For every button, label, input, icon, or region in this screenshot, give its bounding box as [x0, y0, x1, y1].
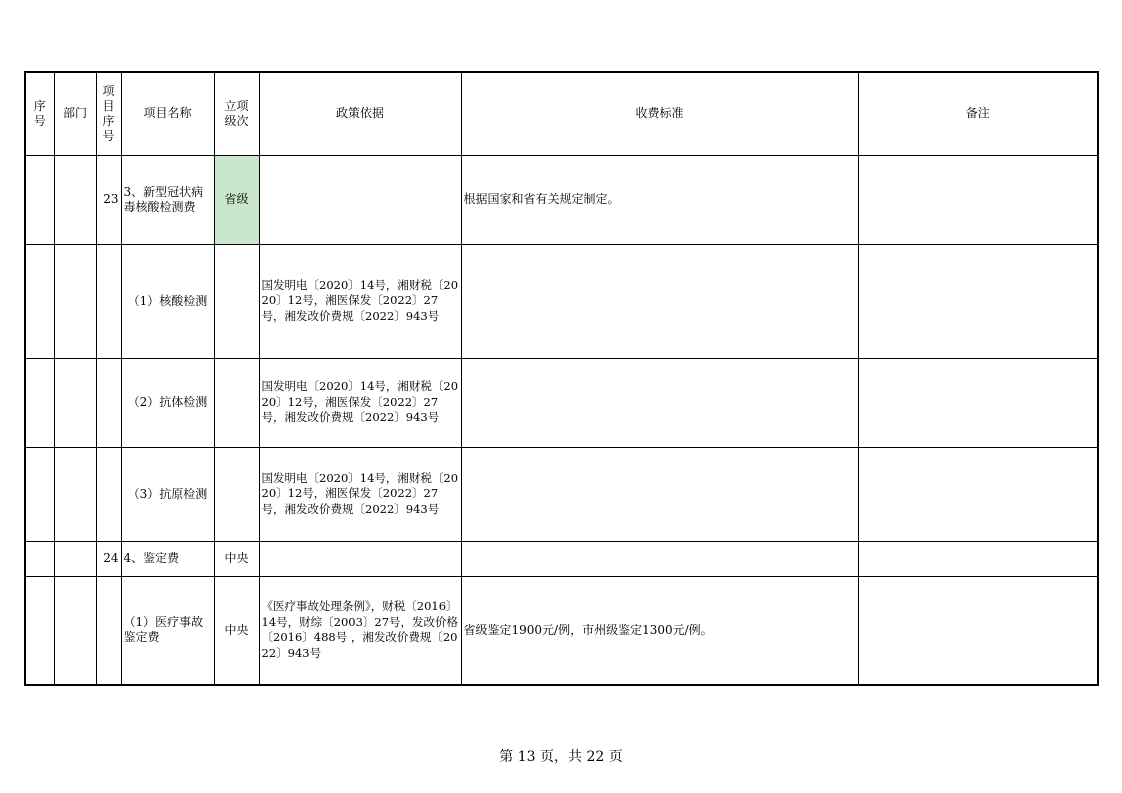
header-standard: 收费标准 [461, 72, 858, 155]
cell-item-no: 23 [96, 155, 121, 244]
cell-remark [858, 155, 1098, 244]
cell-seq [25, 447, 54, 541]
cell-standard [461, 447, 858, 541]
table-row [25, 358, 1098, 447]
table-row [25, 155, 1098, 244]
cell-policy: 国发明电〔2020〕14号，湘财税〔2020〕12号，湘医保发〔2022〕27号，湘发改价费规〔2022〕943号 [259, 244, 461, 358]
cell-seq [25, 541, 54, 576]
cell-seq [25, 244, 54, 358]
cell-item-no [96, 358, 121, 447]
cell-remark [858, 358, 1098, 447]
cell-level [214, 244, 259, 358]
table-row [25, 576, 1098, 685]
page-number: 第 13 页，共 22 页 [499, 749, 623, 765]
cell-policy [259, 541, 461, 576]
cell-item-no [96, 244, 121, 358]
cell-standard: 省级鉴定1900元/例，市州级鉴定1300元/例。 [461, 576, 858, 685]
cell-item-name: 3、新型冠状病毒核酸检测费 [121, 155, 214, 244]
cell-level: 中央 [214, 576, 259, 685]
cell-level [214, 358, 259, 447]
cell-remark [858, 244, 1098, 358]
cell-policy: 国发明电〔2020〕14号，湘财税〔2020〕12号，湘医保发〔2022〕27号，湘发改价费规〔2022〕943号 [259, 358, 461, 447]
cell-seq [25, 358, 54, 447]
header-item-no-text: 项目序号 [102, 83, 115, 143]
cell-standard: 根据国家和省有关规定制定。 [461, 155, 858, 244]
cell-remark [858, 447, 1098, 541]
header-remark: 备注 [858, 72, 1098, 155]
header-level [214, 72, 259, 155]
cell-dept [54, 155, 96, 244]
cell-level: 中央 [214, 541, 259, 576]
cell-dept [54, 244, 96, 358]
cell-item-no [96, 447, 121, 541]
fee-table [24, 71, 1099, 686]
cell-dept [54, 447, 96, 541]
cell-remark [858, 541, 1098, 576]
cell-standard [461, 541, 858, 576]
cell-item-name: （1）医疗事故鉴定费 [121, 576, 214, 685]
header-seq: 序号 [25, 72, 54, 155]
cell-seq [25, 155, 54, 244]
header-item-name: 项目名称 [121, 72, 214, 155]
cell-item-name: （2）抗体检测 [121, 358, 214, 447]
table-row [25, 244, 1098, 358]
cell-item-name: （3）抗原检测 [121, 447, 214, 541]
header-policy: 政策依据 [259, 72, 461, 155]
cell-dept [54, 358, 96, 447]
table-row [25, 541, 1098, 576]
cell-item-name: （1）核酸检测 [121, 244, 214, 358]
cell-item-name: 4、鉴定费 [121, 541, 214, 576]
cell-standard [461, 358, 858, 447]
cell-item-no: 24 [96, 541, 121, 576]
header-dept: 部门 [54, 72, 96, 155]
cell-seq [25, 576, 54, 685]
cell-standard [461, 244, 858, 358]
header-item-no [96, 72, 121, 155]
cell-policy: 国发明电〔2020〕14号，湘财税〔2020〕12号，湘医保发〔2022〕27号，湘发改价费规〔2022〕943号 [259, 447, 461, 541]
cell-level [214, 447, 259, 541]
cell-item-no [96, 576, 121, 685]
cell-level: 省级 [214, 155, 259, 244]
cell-remark [858, 576, 1098, 685]
cell-policy: 《医疗事故处理条例》，财税〔2016〕14号，财综〔2003〕27号，发改价格〔2016〕488号 ，湘发改价费规〔2022〕943号 [259, 576, 461, 685]
cell-policy [259, 155, 461, 244]
cell-dept [54, 576, 96, 685]
header-level-text: 立项级次 [224, 98, 249, 128]
cell-dept [54, 541, 96, 576]
header-row [25, 72, 1098, 155]
table-row [25, 447, 1098, 541]
